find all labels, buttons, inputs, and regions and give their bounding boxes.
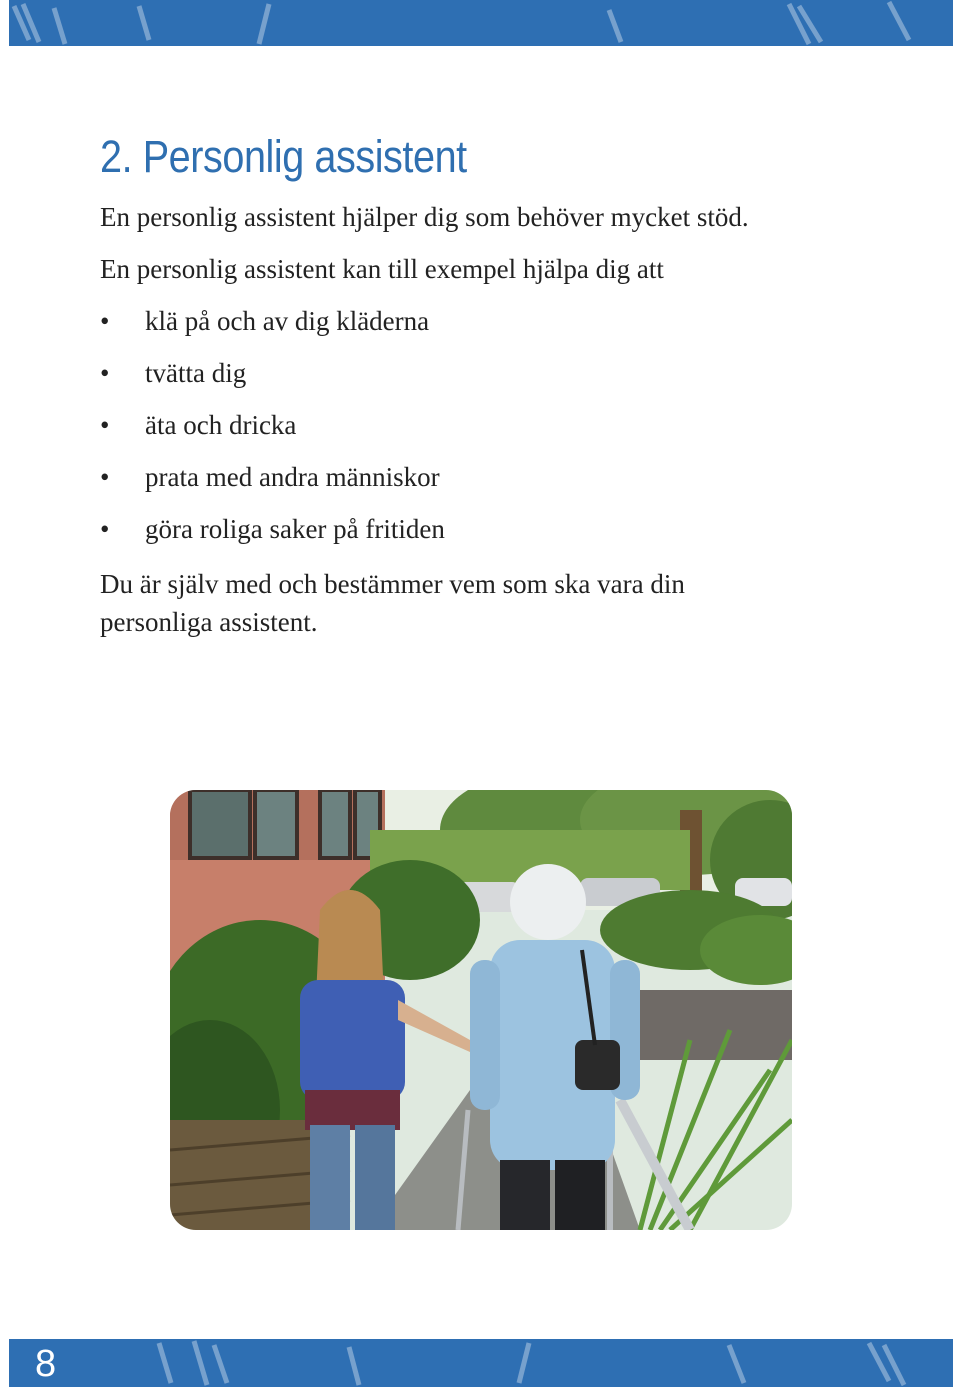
list-item-label: klä på och av dig kläderna [145, 306, 430, 336]
decorative-stripes-icon [9, 1339, 953, 1387]
page-title: 2. Personlig assistent [100, 131, 467, 182]
bullet-icon: • [100, 410, 110, 440]
decorative-stripes-icon [9, 0, 953, 46]
closing-text: Du är själv med och bestämmer vem som ska vara din personliga assistent. [100, 569, 685, 637]
bottom-footer-band [9, 1339, 953, 1387]
intro-text: En personlig assistent hjälper dig som behöver mycket stöd. [100, 202, 749, 232]
bullet-icon: • [100, 514, 110, 544]
list-item-label: tvätta dig [145, 358, 247, 388]
list-item-label: prata med andra människor [145, 462, 440, 492]
lead-text: En personlig assistent kan till exempel hjälpa dig att [100, 254, 664, 284]
bullet-icon: • [100, 358, 110, 388]
bullet-icon: • [100, 462, 110, 492]
page-number: 8 [35, 1343, 57, 1385]
list-item-label: äta och dricka [145, 410, 297, 440]
photo-illustration-icon [170, 790, 792, 1230]
bullet-icon: • [100, 306, 110, 336]
top-header-band [9, 0, 953, 46]
photo-assistant-walking [170, 790, 792, 1230]
list-item-label: göra roliga saker på fritiden [145, 514, 445, 544]
